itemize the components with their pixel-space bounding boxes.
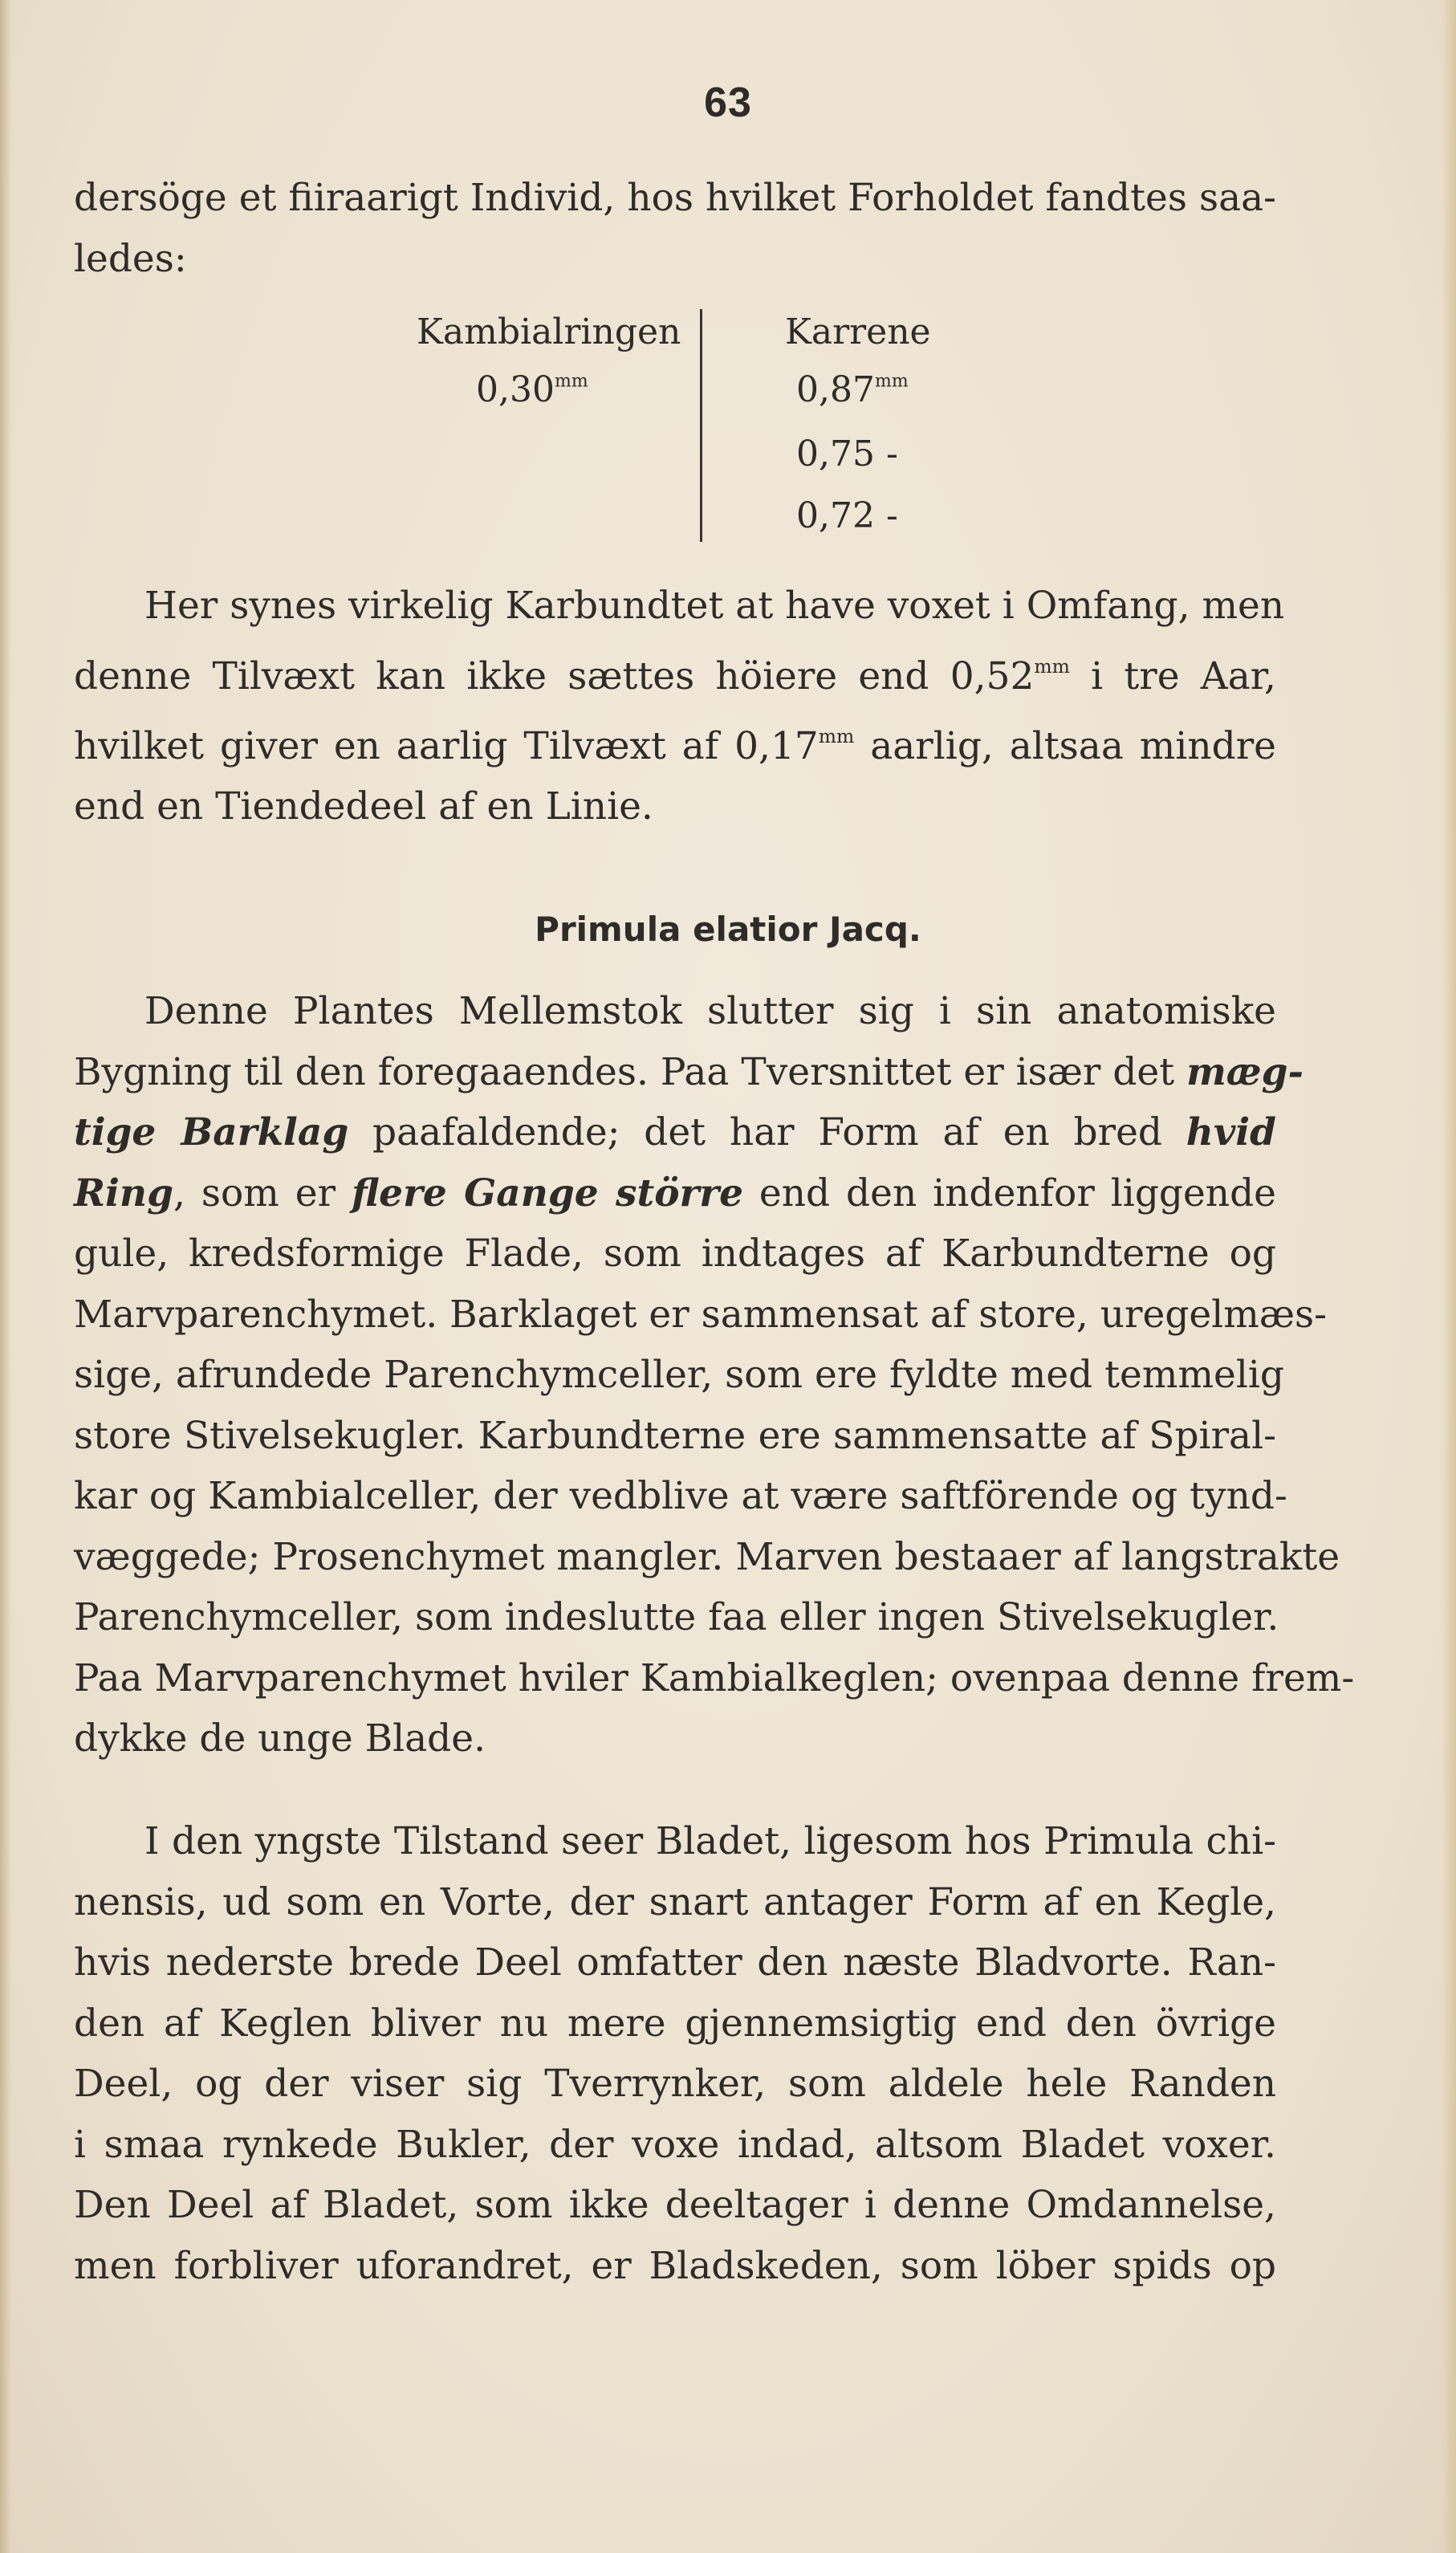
page-number: 63 xyxy=(704,79,752,126)
emphasis: Ring xyxy=(74,1171,173,1215)
text-line: Deel, og der viser sig Tverrynker, som aldele hele Randen xyxy=(74,2062,1276,2106)
measurement-table xyxy=(0,309,1456,554)
table-header-karrene: Karrene xyxy=(785,311,931,352)
table-cell: 0,75 - xyxy=(796,434,898,474)
paragraph-1 xyxy=(74,576,1285,837)
emphasis: flere Gange större xyxy=(352,1171,743,1215)
table-cell: 0,72 - xyxy=(796,495,898,536)
table-cell: $0,87^{mm}$ xyxy=(796,369,909,410)
section-heading: Primula elatior Jacq. xyxy=(535,910,921,949)
text-line: gule, kredsformige Flade, som indtages af Karbundterne og xyxy=(74,1232,1276,1276)
emphasis: tige Barklag xyxy=(74,1110,349,1154)
text-line: Bygning til den foregaaendes. Paa Tversnittet er især det mæg- xyxy=(74,1049,1303,1094)
table-cell: $0,30^{mm}$ xyxy=(476,369,588,410)
emphasis: hvid xyxy=(1186,1110,1276,1154)
text-line: dykke de unge Blade. xyxy=(74,1716,486,1761)
text-line: sige, afrundede Parenchymceller, som ere fyldte med temmelig xyxy=(74,1353,1284,1397)
emphasis: mæg- xyxy=(1186,1049,1303,1094)
text-line: store Stivelsekugler. Karbundterne ere sammensatte af Spiral- xyxy=(74,1413,1276,1458)
text-line: Den Deel af Bladet, som ikke deeltager i denne Omdannelse, xyxy=(74,2183,1276,2227)
text-line: den af Keglen bliver nu mere gjennemsigtig end den övrige xyxy=(74,2001,1276,2046)
intro-paragraph xyxy=(74,168,1276,289)
text-line: dersöge et fiiraarigt Individ, hos hvilket Forholdet fandtes saa- xyxy=(74,176,1276,220)
column-divider xyxy=(700,309,702,542)
text-line: Paa Marvparenchymet hviler Kambialkeglen; ovenpaa denne frem- xyxy=(74,1655,1355,1700)
paragraph-3 xyxy=(74,1811,1276,2296)
text-line: i smaa rynkede Bukler, der voxe indad, altsom Bladet voxer. xyxy=(74,2122,1276,2167)
text-line: Her synes virkelig Karbundtet at have voxet i Omfang, men xyxy=(144,584,1285,628)
text-line: men forbliver uforandret, er Bladskeden, som löber spids op xyxy=(74,2243,1276,2288)
text-line: denne Tilvæxt kan ikke sættes höiere end $0,52^{mm}$ i tre Aar, xyxy=(74,654,1276,698)
text-line: end en Tiendedeel af en Linie. xyxy=(74,784,653,829)
text-line: nensis, ud som en Vorte, der snart antager Form af en Kegle, xyxy=(74,1879,1276,1924)
text-line: væggede; Prosenchymet mangler. Marven bestaaer af langstrakte xyxy=(74,1534,1340,1579)
text-line: ledes: xyxy=(74,236,187,281)
text-line: kar og Kambialceller, der vedblive at være saftförende og tynd- xyxy=(74,1474,1287,1518)
text-line: I den yngste Tilstand seer Bladet, ligesom hos Primula chi- xyxy=(144,1819,1276,1863)
text-line: Denne Plantes Mellemstok slutter sig i sin anatomiske xyxy=(144,989,1276,1033)
text-line: hvilket giver en aarlig Tilvæxt af $0,17^{mm}$ aarlig, altsaa mindre xyxy=(74,723,1276,768)
text-line: tige Barklag paafaldende; det har Form af en bred hvid xyxy=(74,1110,1276,1154)
text-line: Parenchymceller, som indeslutte faa eller ingen Stivelsekugler. xyxy=(74,1595,1279,1639)
text-line: Marvparenchymet. Barklaget er sammensat af store, uregelmæs- xyxy=(74,1292,1328,1337)
text-line: Ring, som er flere Gange större end den indenfor liggende xyxy=(74,1171,1276,1215)
text-line: hvis nederste brede Deel omfatter den næste Bladvorte. Ran- xyxy=(74,1940,1276,1985)
table-header-kambialringen: Kambialringen xyxy=(417,311,681,352)
paragraph-2 xyxy=(74,981,1355,1769)
